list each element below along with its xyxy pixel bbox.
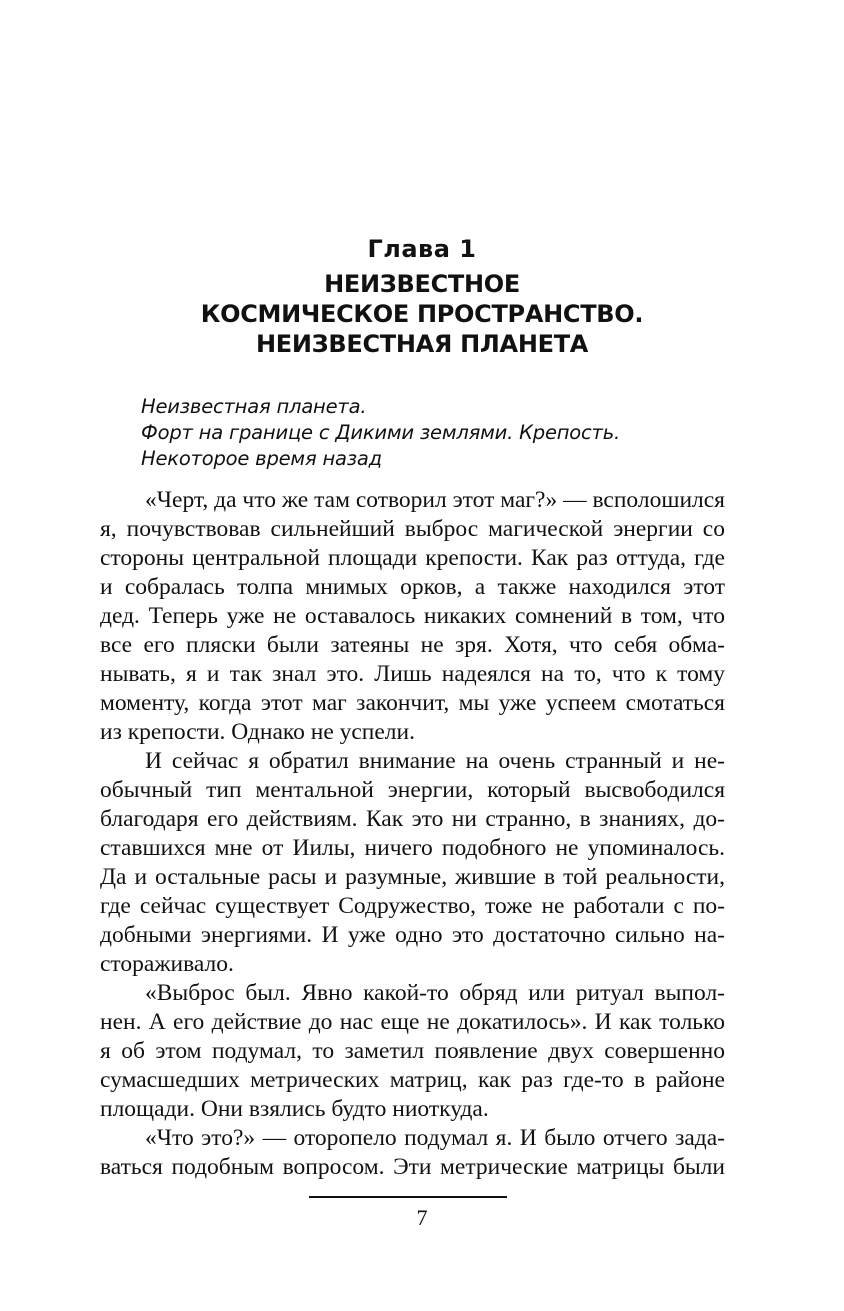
text-line: добными энергиями. И уже одно это достаточно сильно на- [100,922,725,948]
text-line: И сейчас я обратил внимание на очень странный и не- [145,748,725,774]
text-line: все его пляски были затеяны не зря. Хотя, что себя обма- [100,632,725,658]
paragraph [100,1124,725,1182]
text-line: «Выброс был. Явно какой-то обряд или ритуал выпол- [145,980,725,1006]
text-line: моменту, когда этот маг закончит, мы уже успеем смотаться [100,690,725,716]
text-line: ставшихся мне от Иилы, ничего подобного не упоминалось. [100,835,725,861]
epigraph [141,394,761,472]
text-line: стораживало. [100,951,234,977]
chapter-title-line: НЕИЗВЕСТНОЕ [324,270,520,298]
text-line: из крепости. Однако не успели. [100,719,415,745]
text-line: сумасшедших метрических матриц, как раз где-то в районе [100,1067,725,1093]
text-line: нен. А его действие до нас еще не докатилось». И как только [100,1009,725,1035]
text-line: ваться подобным вопросом. Эти метрические матрицы были [100,1154,725,1180]
text-line: стороны центральной площади крепости. Как раз оттуда, где [100,545,725,571]
text-line: обычный тип ментальной энергии, который высвободился [100,777,725,803]
body-text [100,486,725,1182]
chapter-title-line: КОСМИЧЕСКОЕ ПРОСТРАНСТВО. [200,300,644,328]
text-line: и собралась толпа мнимых орков, а также находился этот [100,574,725,600]
page-number: 7 [416,1205,428,1230]
footer-divider [309,1196,507,1198]
text-line: Да и остальные расы и разумные, жившие в той реальности, [100,864,725,890]
text-line: я об этом подумал, то заметил появление двух совершенно [100,1038,725,1064]
text-line: где сейчас существует Содружество, тоже не работали с по- [100,893,725,919]
epigraph-line: Неизвестная планета. [141,395,367,418]
text-line: дед. Теперь уже не оставалось никаких сомнений в том, что [100,603,725,629]
text-line: площади. Они взялись будто ниоткуда. [100,1096,489,1122]
text-line: «Черт, да что же там сотворил этот маг?» — всполошился [145,487,725,513]
chapter-title-line: НЕИЗВЕСТНАЯ ПЛАНЕТА [255,330,589,358]
chapter-number: Глава 1 [367,235,477,263]
text-line: благодаря его действиям. Как это ни странно, в знаниях, до- [100,806,725,832]
paragraph [100,747,725,979]
paragraph [100,979,725,1124]
epigraph-line: Форт на границе с Дикими землями. Крепость. [141,421,620,444]
text-line: «Что это?» — оторопело подумал я. И было отчего зада- [145,1125,725,1151]
text-line: я, почувствовав сильнейший выброс магической энергии со [100,516,725,542]
chapter-title [0,269,844,359]
paragraph [100,486,725,747]
text-line: нывать, я и так знал это. Лишь надеялся на то, что к тому [100,661,725,687]
epigraph-line: Некоторое время назад [141,447,382,470]
